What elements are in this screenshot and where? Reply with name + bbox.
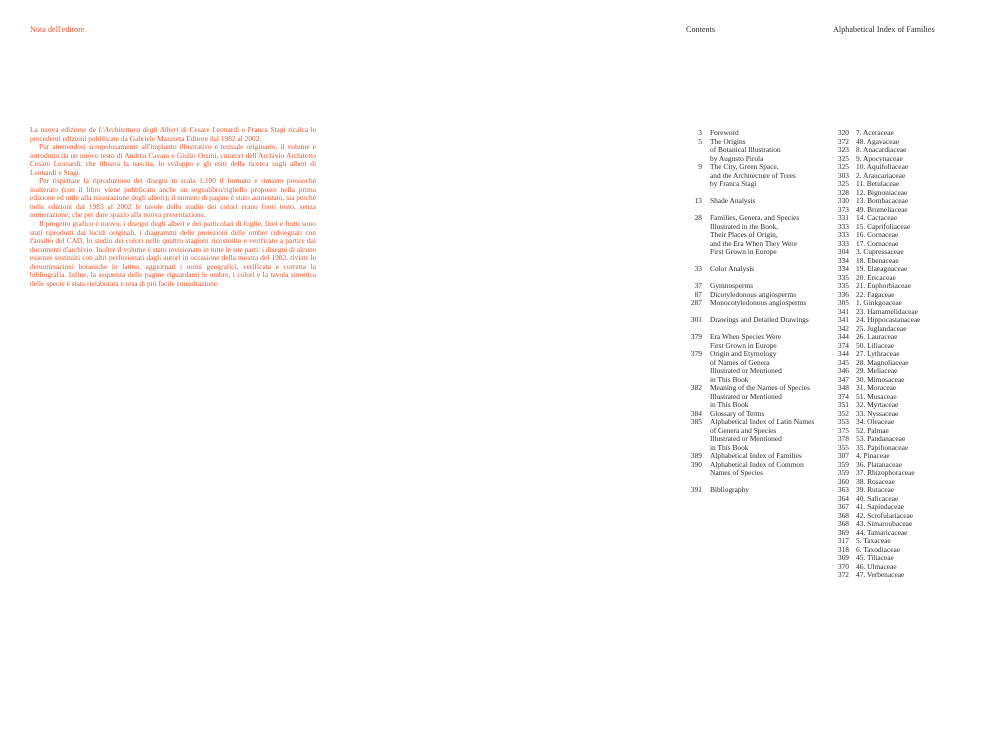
toc-title-line: and the Architecture of Trees	[710, 170, 796, 180]
family-name: 24. Hippocastanaceae	[856, 315, 921, 324]
family-name: 47. Verbenaceae	[856, 570, 905, 579]
family-page-number: 368	[837, 510, 849, 520]
toc-entry	[686, 486, 836, 495]
family-name: 48. Agavaceae	[856, 136, 900, 146]
family-page-number: 341	[837, 306, 849, 316]
toc-title-line: of Botanical Illustration	[710, 145, 781, 154]
editor-note-paragraph: Pur attenendosi scrupolosamente all'impianto illustrativo e testuale originario, il volume e introdotto da un nuovo testo di Andrea Cavani e Giulio Orsini, curatori dell'Archivio Architetto Cesare Leonardi, che illustra la nascita, lo sviluppo e gli esiti della ricerca sugli alberi di Leonardi e Stagi.	[30, 142, 316, 177]
family-name: 7. Aceraceae	[856, 128, 894, 137]
family-name: 29. Meliaceae	[856, 366, 898, 375]
running-header-left: Nota dell'editore	[30, 25, 85, 34]
toc-title-line: Monocotyledonous angiosperms	[710, 298, 807, 307]
toc-title-line: Dicotyledonous angiosperms	[710, 289, 797, 299]
family-page-number: 375	[837, 425, 849, 435]
family-page-number: 363	[837, 485, 849, 494]
toc-page-number: 382	[690, 383, 702, 392]
family-page-number: 348	[837, 383, 849, 392]
toc-title-line: in This Book	[710, 400, 749, 409]
family-page-number: 353	[837, 417, 849, 426]
family-name: 50. Liliaceae	[856, 340, 895, 350]
family-name: 8. Anacardiaceae	[856, 145, 907, 154]
family-name: 45. Tiliaceae	[856, 553, 894, 562]
family-page-number: 355	[837, 442, 849, 452]
family-name: 35. Papilionaceae	[856, 442, 909, 452]
family-page-number: 323	[837, 145, 849, 154]
family-name: 13. Bombacaceae	[856, 196, 909, 205]
toc-page-number: 391	[690, 485, 702, 494]
family-name: 6. Taxodiaceae	[856, 544, 901, 554]
family-page-number: 333	[837, 238, 849, 248]
toc-page-number: 287	[690, 298, 702, 307]
family-name: 26. Lauraceae	[856, 332, 898, 341]
family-name: 28. Magnoliaceae	[856, 357, 909, 367]
toc-title-line: Alphabetical Index of Common	[710, 459, 804, 469]
family-name: 31. Moraceae	[856, 383, 897, 392]
toc-title-line: First Grown in Europe	[710, 247, 777, 256]
family-page-number: 320	[837, 128, 849, 137]
family-name: 44. Tamaricaceae	[856, 527, 908, 537]
toc-title-line: Era When Species Were	[710, 332, 782, 341]
family-page-number: 325	[837, 179, 849, 188]
family-name: 4. Pinaceae	[856, 451, 890, 460]
family-page-number: 334	[837, 264, 849, 273]
toc-title-line: of Genera and Species	[710, 425, 777, 435]
toc-page-number: 87	[694, 289, 702, 299]
toc-title-line: Illustrated or Mentioned	[710, 391, 782, 401]
family-name: 5. Taxaceae	[856, 536, 891, 545]
family-name: 52. Palmae	[856, 425, 889, 435]
family-page-number: 307	[837, 451, 849, 460]
family-name: 21. Euphorbiaceae	[856, 281, 911, 290]
toc-page-number: 9	[698, 162, 702, 171]
family-name: 19. Elaeagnaceae	[856, 264, 908, 273]
toc-page-number: 5	[698, 136, 702, 146]
toc-entry	[686, 129, 836, 138]
book-title: L'Architettura degli Alberi	[98, 125, 179, 134]
family-page-number: 344	[837, 349, 849, 358]
family-page-number: 304	[837, 247, 849, 256]
family-name: 43. Simaroubaceae	[856, 519, 913, 528]
family-name: 20. Ericaceae	[856, 272, 896, 282]
toc-page-number: 33	[694, 264, 702, 273]
family-name: 2. Araucariaceae	[856, 170, 906, 180]
toc-title-line: Origin and Etymology	[710, 349, 777, 358]
family-page-number: 372	[837, 136, 849, 146]
toc-title-line: by Franca Stagi	[710, 179, 757, 188]
family-page-number: 359	[837, 468, 849, 477]
family-page-number: 374	[837, 391, 849, 401]
family-page-number: 352	[837, 408, 849, 418]
table-of-contents	[686, 129, 836, 495]
toc-page-number: 389	[690, 451, 702, 460]
toc-page-number: 379	[690, 349, 702, 358]
toc-entry	[686, 384, 836, 410]
family-name: 17. Cornaceae	[856, 238, 899, 248]
family-name: 34. Oleaceae	[856, 417, 895, 426]
family-page-number: 369	[837, 553, 849, 562]
toc-title-line: Illustrated or Mentioned	[710, 434, 782, 443]
family-name: 33. Nyssaceae	[856, 408, 899, 418]
family-page-number: 342	[837, 323, 849, 333]
family-name: 25. Juglandaceae	[856, 323, 907, 333]
toc-title-line: Drawings and Detailed Drawings	[710, 315, 809, 324]
editor-note-paragraph: La nuova edizione de L'Architettura degli Alberi di Cesare Leonardi e Franca Stagi ricalca le precedenti edizioni pubblicate da Gabriele Mazzotta Editore dal 1982 al 2002.	[30, 125, 316, 143]
family-page-number: 344	[837, 332, 849, 341]
running-header-contents: Contents	[686, 25, 716, 34]
family-page-number: 333	[837, 230, 849, 239]
running-header-index: Alphabetical Index of Families	[833, 25, 935, 34]
family-name: 16. Cornaceae	[856, 230, 899, 239]
toc-title-line: in This Book	[710, 442, 749, 452]
family-name: 40. Salicaceae	[856, 493, 899, 503]
toc-page-number: 390	[690, 459, 702, 469]
family-name: 42. Scrofulariaceae	[856, 510, 914, 520]
toc-entry	[686, 163, 836, 189]
family-name: 15. Caprifoliaceae	[856, 221, 911, 231]
toc-title-line: of Names of Genera	[710, 357, 770, 367]
family-page-number: 368	[837, 519, 849, 528]
toc-page-number: 37	[694, 281, 702, 290]
family-name: 14. Cactaceae	[856, 213, 898, 222]
family-page-number: 373	[837, 204, 849, 214]
family-name: 38. Rosaceae	[856, 476, 895, 486]
family-page-number: 364	[837, 493, 849, 503]
editor-note-paragraph: Per rispettare la riproduzione dei disegni in scala 1:100 il formato e rimasto pressoché inalterato (con il libro viene pubblicato anche un segnalibro/righello proposto nella prima edizione ed utile alla misurazione degli alberi); il numero di pagine è stato aumentato, sia perché nelle edizioni dal 1983 al 2002 le tavole dello studio dei colori erano fuori testo, senza numerazione; che per dare spazio alla nuova presentazione.	[30, 176, 316, 220]
toc-title-line: First Grown in Europe	[710, 340, 777, 350]
family-name: 27. Lythraceae	[856, 349, 900, 358]
family-page-number: 330	[837, 196, 849, 205]
family-page-number: 318	[837, 544, 849, 554]
toc-title-line: by Augusto Pirola	[710, 153, 764, 163]
toc-page-number: 28	[694, 213, 702, 222]
family-name: 9. Apocynaceae	[856, 153, 903, 163]
family-page-number: 334	[837, 255, 849, 265]
editor-note	[30, 126, 316, 288]
family-page-number: 369	[837, 527, 849, 537]
family-name: 39. Rutaceae	[856, 485, 895, 494]
family-name: 18. Ebenaceae	[856, 255, 899, 265]
toc-page-number: 384	[690, 408, 702, 418]
toc-title-line: Glossary of Terms	[710, 408, 765, 418]
family-name: 23. Hamamelidaceae	[856, 306, 918, 316]
family-page-number: 360	[837, 476, 849, 486]
toc-page-number: 13	[694, 196, 702, 205]
family-page-number: 345	[837, 357, 849, 367]
family-page-number: 359	[837, 459, 849, 469]
toc-entry	[686, 214, 836, 257]
family-name: 37. Rhizophoraceae	[856, 468, 915, 477]
toc-entry	[686, 316, 836, 325]
family-name: 12. Bignoniaceae	[856, 187, 908, 197]
toc-title-line: Gymnosperms	[710, 281, 754, 290]
family-page-number: 347	[837, 374, 849, 384]
toc-title-line: Their Places of Origin,	[710, 230, 778, 239]
family-page-number: 328	[837, 187, 849, 197]
family-name: 53. Pandanaceae	[856, 434, 906, 443]
toc-entry	[686, 333, 836, 350]
toc-entry	[686, 138, 836, 164]
toc-title-line: Shade Analysis	[710, 196, 756, 205]
toc-page-number: 385	[690, 417, 702, 426]
toc-title-line: Families, Genera, and Species	[710, 213, 800, 222]
toc-title-line: Bibliography	[710, 485, 750, 494]
family-page-number: 367	[837, 502, 849, 511]
toc-entry	[686, 265, 836, 274]
toc-entry	[686, 299, 836, 308]
family-page-number: 351	[837, 400, 849, 409]
family-page-number: 336	[837, 289, 849, 299]
family-name: 30. Mimosaceae	[856, 374, 905, 384]
family-name: 1. Ginkgoaceae	[856, 298, 902, 307]
toc-title-line: Alphabetical Index of Families	[710, 451, 802, 460]
toc-title-line: Meaning of the Names of Species	[710, 383, 810, 392]
toc-title-line: Names of Species	[710, 468, 763, 477]
family-page-number: 372	[837, 570, 849, 579]
family-page-number: 370	[837, 561, 849, 571]
toc-entry	[686, 418, 836, 452]
family-name: 22. Fagaceae	[856, 289, 895, 299]
toc-title-line: Alphabetical Index of Latin Names	[710, 417, 815, 426]
family-page-number: 325	[837, 162, 849, 171]
family-index-row	[836, 571, 986, 580]
toc-entry	[686, 461, 836, 478]
family-page-number: 305	[837, 298, 849, 307]
family-name: 51. Musaceae	[856, 391, 897, 401]
family-page-number: 325	[837, 153, 849, 163]
family-name: 36. Platanaceae	[856, 459, 902, 469]
family-page-number: 341	[837, 315, 849, 324]
toc-title-line: Illustrated in the Book,	[710, 221, 779, 231]
toc-title-line: Illustrated or Mentioned	[710, 366, 782, 375]
family-name: 49. Bromeliaceae	[856, 204, 908, 214]
family-page-number: 303	[837, 170, 849, 180]
toc-title-line: Foreword	[710, 128, 739, 137]
family-name: 11. Betulaceae	[856, 179, 900, 188]
toc-entry	[686, 197, 836, 206]
toc-page-number: 301	[690, 315, 702, 324]
family-page-number: 333	[837, 221, 849, 231]
editor-note-paragraph: Il progetto grafico è nuovo, i disegni degli alberi e dei particolari di foglie, fiori e frutti sono stati riprodotti dai lucidi originali, i diagrammi delle proiezioni delle ombre ridisegnati con l'ausilio del CAD, lo studio dei colori nelle quattro stagioni ricostruito e verificato a partire dai documenti d'archivio. Inoltre il volume è stato revisionato in tutte le sue parti: i disegni di alcune essenze sostituiti con altri perfezionati dagli autori in occasione della mostra del 1982, riviste le denominazioni botaniche in latino, aggiornati i nomi geografici, verificata e corretta la bibliografia. Infine, la sequenza delle pagine riguardanti le ombre, i colori e la tavola sinottica delle specie è stata rielaborata e resa di più facile consultazione.	[30, 219, 317, 288]
toc-title-line: in This Book	[710, 374, 749, 384]
family-page-number: 331	[837, 213, 849, 222]
toc-title-line: The City, Green Space,	[710, 162, 779, 171]
toc-page-number: 3	[698, 128, 702, 137]
family-page-number: 378	[837, 434, 849, 443]
toc-title-line: Color Analysis	[710, 264, 755, 273]
family-index	[836, 129, 986, 580]
toc-page-number: 379	[690, 332, 702, 341]
family-page-number: 346	[837, 366, 849, 375]
toc-title-line: and the Era When They Were	[710, 238, 798, 248]
family-page-number: 335	[837, 281, 849, 290]
family-page-number: 335	[837, 272, 849, 282]
family-name: 41. Sapindaceae	[856, 502, 905, 511]
family-name: 10. Aquifoliaceae	[856, 162, 909, 171]
family-name: 3. Cupressaceae	[856, 247, 904, 256]
toc-title-line: The Origins	[710, 136, 746, 146]
family-page-number: 317	[837, 536, 849, 545]
toc-entry	[686, 350, 836, 384]
family-page-number: 374	[837, 340, 849, 350]
family-name: 32. Myrtaceae	[856, 400, 899, 409]
family-name: 46. Ulmaceae	[856, 561, 897, 571]
